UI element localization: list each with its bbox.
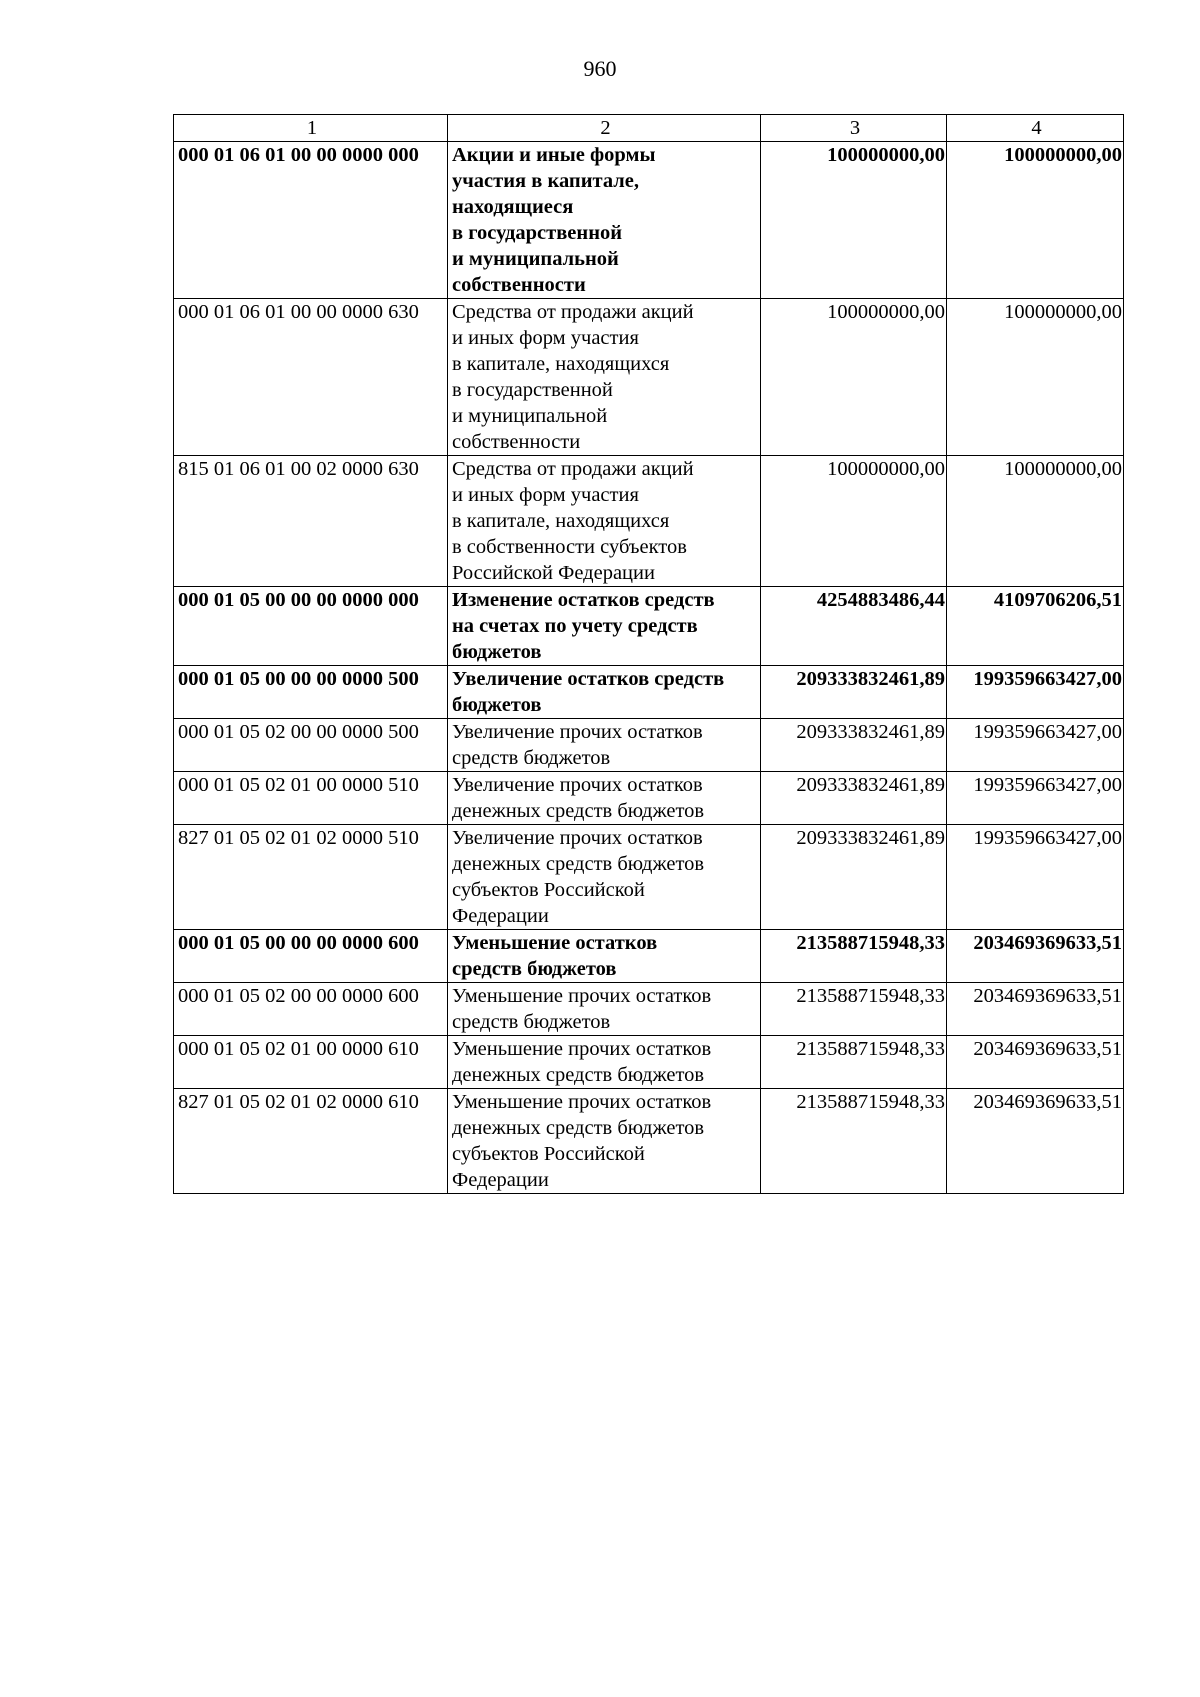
item-name-line: и иных форм участия: [452, 327, 639, 349]
column-header-value-2: 4: [947, 115, 1124, 142]
item-name-cell: [448, 299, 761, 456]
amount-cell-col3: 4254883486,44: [761, 587, 947, 666]
item-name-line: и муниципальной: [452, 248, 619, 270]
item-name-line: в капитале, находящихся: [452, 510, 670, 532]
item-name-line: денежных средств бюджетов: [452, 800, 705, 822]
item-name-line: и муниципальной: [452, 405, 608, 427]
amount-cell-col3: 209333832461,89: [761, 719, 947, 772]
item-name-line: в капитале, находящихся: [452, 353, 670, 375]
item-name-line: Увеличение прочих остатков: [452, 827, 703, 849]
item-name-line: и иных форм участия: [452, 484, 639, 506]
column-header-code: 1: [174, 115, 448, 142]
item-name-cell: [448, 719, 761, 772]
amount-cell-col4: 199359663427,00: [947, 825, 1124, 930]
budget-code-cell: 000 01 06 01 00 00 0000 000: [174, 142, 448, 299]
table-row: [174, 930, 1124, 983]
item-name-line: Уменьшение остатков: [452, 932, 658, 954]
item-name-line: денежных средств бюджетов: [452, 1117, 705, 1139]
item-name-line: субъектов Российской: [452, 1143, 645, 1165]
table-header-row: [174, 115, 1124, 142]
item-name-line: средств бюджетов: [452, 958, 617, 980]
amount-cell-col3: 213588715948,33: [761, 1036, 947, 1089]
amount-cell-col3: 100000000,00: [761, 142, 947, 299]
item-name-cell: [448, 587, 761, 666]
amount-cell-col4: 100000000,00: [947, 142, 1124, 299]
budget-code-cell: 000 01 05 02 00 00 0000 500: [174, 719, 448, 772]
item-name-line: находящиеся: [452, 196, 574, 218]
item-name-line: в государственной: [452, 222, 623, 244]
column-header-name: 2: [448, 115, 761, 142]
item-name-line: собственности: [452, 431, 581, 453]
budget-code-cell: 815 01 06 01 00 02 0000 630: [174, 456, 448, 587]
item-name-line: бюджетов: [452, 641, 542, 663]
item-name-line: денежных средств бюджетов: [452, 1064, 705, 1086]
item-name-line: Уменьшение прочих остатков: [452, 1038, 712, 1060]
table-row: [174, 587, 1124, 666]
budget-code-cell: 000 01 06 01 00 00 0000 630: [174, 299, 448, 456]
item-name-line: участия в капитале,: [452, 170, 640, 192]
amount-cell-col3: 213588715948,33: [761, 983, 947, 1036]
item-name-line: собственности: [452, 274, 586, 296]
item-name-line: Увеличение прочих остатков: [452, 774, 703, 796]
budget-code-cell: 827 01 05 02 01 02 0000 510: [174, 825, 448, 930]
item-name-line: бюджетов: [452, 694, 542, 716]
item-name-cell: [448, 666, 761, 719]
amount-cell-col3: 209333832461,89: [761, 666, 947, 719]
budget-sources-table: [173, 114, 1124, 1194]
table-row: [174, 1036, 1124, 1089]
column-header-value-1: 3: [761, 115, 947, 142]
budget-code-cell: 000 01 05 02 00 00 0000 600: [174, 983, 448, 1036]
item-name-line: Федерации: [452, 905, 549, 927]
amount-cell-col3: 213588715948,33: [761, 1089, 947, 1194]
amount-cell-col3: 100000000,00: [761, 299, 947, 456]
amount-cell-col3: 209333832461,89: [761, 772, 947, 825]
amount-cell-col3: 213588715948,33: [761, 930, 947, 983]
item-name-cell: [448, 456, 761, 587]
amount-cell-col4: 4109706206,51: [947, 587, 1124, 666]
budget-code-cell: 000 01 05 00 00 00 0000 500: [174, 666, 448, 719]
amount-cell-col3: 209333832461,89: [761, 825, 947, 930]
table-row: [174, 666, 1124, 719]
page-number: 960: [583, 56, 617, 81]
item-name-line: Средства от продажи акций: [452, 458, 694, 480]
budget-code-cell: 000 01 05 00 00 00 0000 600: [174, 930, 448, 983]
amount-cell-col4: 100000000,00: [947, 299, 1124, 456]
table-row: [174, 142, 1124, 299]
amount-cell-col4: 199359663427,00: [947, 772, 1124, 825]
item-name-line: средств бюджетов: [452, 1011, 611, 1033]
amount-cell-col4: 199359663427,00: [947, 666, 1124, 719]
table-row: [174, 983, 1124, 1036]
item-name-line: субъектов Российской: [452, 879, 645, 901]
item-name-line: денежных средств бюджетов: [452, 853, 705, 875]
item-name-line: Федерации: [452, 1169, 549, 1191]
amount-cell-col3: 100000000,00: [761, 456, 947, 587]
item-name-line: Средства от продажи акций: [452, 301, 694, 323]
amount-cell-col4: 199359663427,00: [947, 719, 1124, 772]
budget-code-cell: 000 01 05 02 01 00 0000 610: [174, 1036, 448, 1089]
table-body: [174, 142, 1124, 1194]
item-name-line: Российской Федерации: [452, 562, 655, 584]
amount-cell-col4: 203469369633,51: [947, 1036, 1124, 1089]
item-name-line: Акции и иные формы: [452, 144, 656, 166]
table-row: [174, 456, 1124, 587]
item-name-line: Увеличение прочих остатков: [452, 721, 703, 743]
item-name-cell: [448, 983, 761, 1036]
item-name-line: средств бюджетов: [452, 747, 611, 769]
item-name-line: Увеличение остатков средств: [452, 668, 725, 690]
item-name-cell: [448, 930, 761, 983]
budget-code-cell: 827 01 05 02 01 02 0000 610: [174, 1089, 448, 1194]
item-name-cell: [448, 772, 761, 825]
budget-code-cell: 000 01 05 00 00 00 0000 000: [174, 587, 448, 666]
item-name-line: на счетах по учету средств: [452, 615, 698, 637]
item-name-cell: [448, 1036, 761, 1089]
table-row: [174, 719, 1124, 772]
amount-cell-col4: 203469369633,51: [947, 983, 1124, 1036]
item-name-cell: [448, 142, 761, 299]
item-name-line: в собственности субъектов: [452, 536, 687, 558]
table-row: [174, 772, 1124, 825]
amount-cell-col4: 203469369633,51: [947, 930, 1124, 983]
table-row: [174, 825, 1124, 930]
amount-cell-col4: 203469369633,51: [947, 1089, 1124, 1194]
item-name-line: Уменьшение прочих остатков: [452, 1091, 712, 1113]
item-name-line: Изменение остатков средств: [452, 589, 715, 611]
budget-code-cell: 000 01 05 02 01 00 0000 510: [174, 772, 448, 825]
amount-cell-col4: 100000000,00: [947, 456, 1124, 587]
item-name-line: Уменьшение прочих остатков: [452, 985, 712, 1007]
item-name-cell: [448, 825, 761, 930]
item-name-line: в государственной: [452, 379, 613, 401]
table-row: [174, 299, 1124, 456]
table-row: [174, 1089, 1124, 1194]
item-name-cell: [448, 1089, 761, 1194]
